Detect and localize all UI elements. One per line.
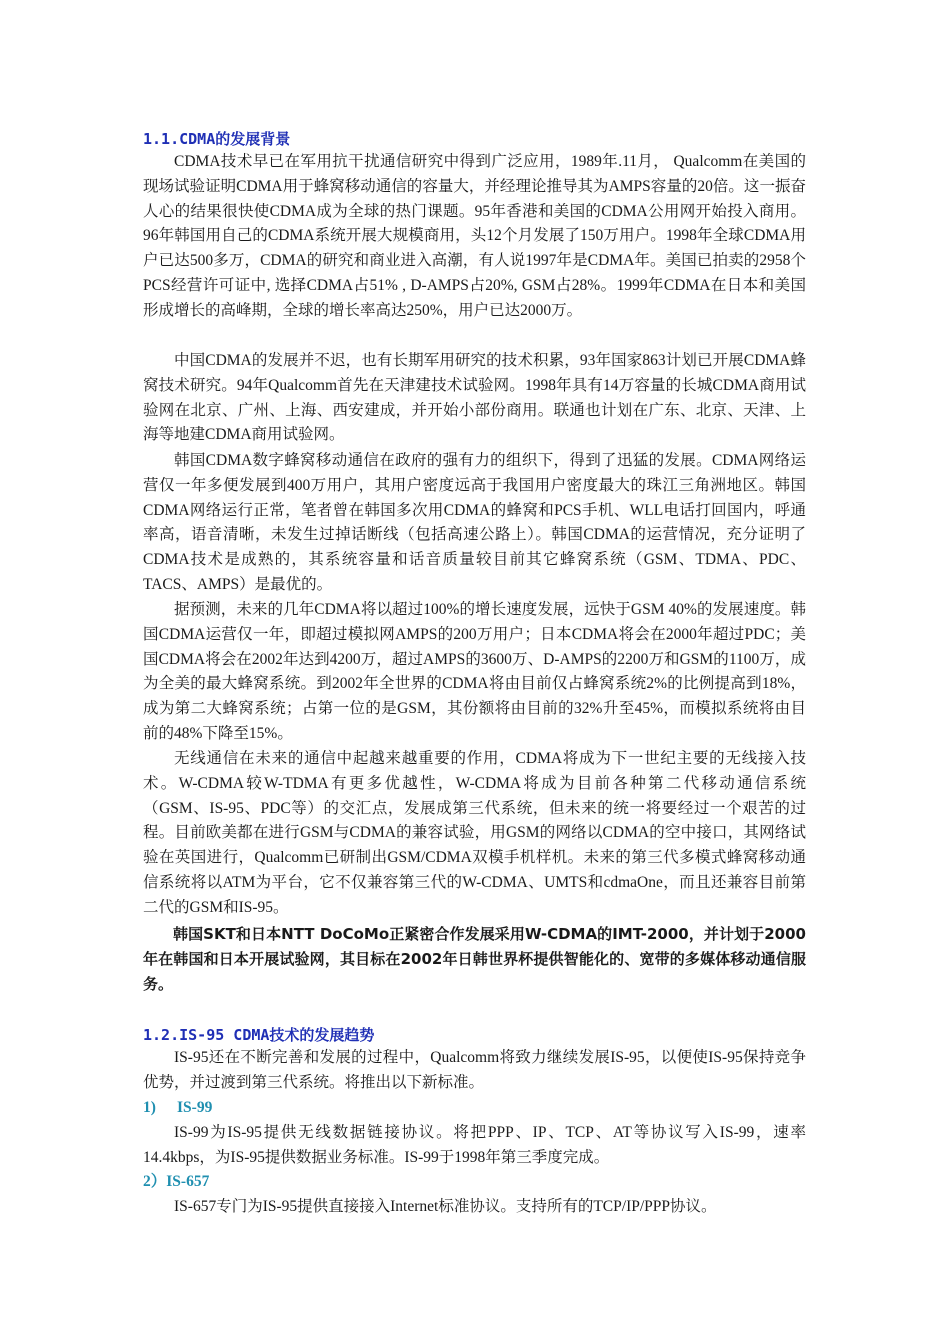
subsection-number: 1) bbox=[143, 1099, 156, 1116]
paragraph-wireless-future: 无线通信在未来的通信中起越来越重要的作用，CDMA将成为下一世纪主要的无线接入技术。W-CDMA较W-TDMA有更多优越性，W-CDMA将成为目前各种第二代移动通信系统（GSM、IS-95、PDC等）的交汇点，发展成第三代系统，但未来的统一将要经过一个艰苦的过程。目前欧美都在进行GSM与CDMA的兼容试验，用GSM的网络以CDMA的空中接口，其网络试验在英国进行，Qualcomm已研制出GSM/CDMA双模手机样机。未来的第三代多模式蜂窝移动通信系统将以ATM为平台，它不仅兼容第三代的W-CDMA、UMTS和cdmaOne，而且还兼容目前第二代的GSM和IS-95。 bbox=[143, 750, 806, 916]
paragraph-is95-intro: IS-95还在不断完善和发展的过程中，Qualcomm将致力继续发展IS-95，以便使IS-95保持竞争优势，并过渡到第三代系统。将推出以下新标准。 bbox=[143, 1049, 806, 1091]
subsection-title: IS-99 bbox=[177, 1099, 213, 1116]
paragraph-skt-docomo: 韩国SKT和日本NTT DoCoMo正紧密合作发展采用W-CDMA的IMT-2000，并计划于2000年在韩国和日本开展试验网，其目标在2002年日韩世界杯提供智能化的、宽带的多媒体移动通信服务。 bbox=[143, 925, 806, 993]
subsection-title: IS-657 bbox=[166, 1173, 210, 1190]
paragraph-china-cdma: 中国CDMA的发展并不迟，也有长期军用研究的技术积累，93年国家863计划已开展CDMA蜂窝技术研究。94年Qualcomm首先在天津建技术试验网。1998年具有14万容量的长城CDMA商用试验网在北京、广州、上海、西安建成，并开始小部份商用。联通也计划在广东、北京、天津、上海等地建CDMA商用试验网。 bbox=[143, 352, 806, 444]
paragraph-cdma-background: CDMA技术早已在军用抗干扰通信研究中得到广泛应用，1989年.11月， Qualcomm在美国的现场试验证明CDMA用于蜂窝移动通信的容量大，并经理论推导其为AMPS容量的20倍。这一振奋人心的结果很快使CDMA成为全球的热门课题。95年香港和美国的CDMA公用网开始投入商用。96年韩国用自己的CDMA系统开展大规模商用，头12个月发展了150万用户。1998年全球CDMA用户已达500多万，CDMA的研究和商业进入高潮，有人说1997年是CDMA年。美国已拍卖的2958个PCS经营许可证中, 选择CDMA占51% , D-AMPS占20%, GSM占28%。1999年CDMA在日本和美国形成增长的高峰期，全球的增长率高达250%，用户已达2000万。 bbox=[143, 153, 806, 319]
paragraph-is657: IS-657专门为IS-95提供直接接入Internet标准协议。支持所有的TCP/IP/PPP协议。 bbox=[174, 1198, 717, 1215]
paragraph-is99: IS-99为IS-95提供无线数据链接协议。将把PPP、IP、TCP、AT等协议写入IS-99，速率14.4kbps，为IS-95提供数据业务标准。IS-99于1998年第三季度完成。 bbox=[143, 1124, 806, 1166]
section-2-heading: 1.2.IS-95 CDMA技术的发展趋势 bbox=[143, 1026, 375, 1044]
paragraph-korea-cdma: 韩国CDMA数字蜂窝移动通信在政府的强有力的组织下，得到了迅猛的发展。CDMA网络运营仅一年多便发展到400万用户，其用户密度远高于我国用户密度最大的珠江三角洲地区。韩国CDMA网络运行正常，笔者曾在韩国多次用CDMA的蜂窝和PCS手机、WLL电话打回国内，呼通率高，语音清晰，未发生过掉话断线（包括高速公路上）。韩国CDMA的运营情况，充分证明了CDMA技术是成熟的，其系统容量和话音质量较目前其它蜂窝系统（GSM、TDMA、PDC、TACS、AMPS）是最优的。 bbox=[143, 452, 806, 593]
subsection-is657-title bbox=[143, 1171, 209, 1193]
section-1-heading: 1.1.CDMA的发展背景 bbox=[143, 130, 291, 148]
subsection-number: 2） bbox=[143, 1173, 167, 1190]
subsection-is99-title bbox=[143, 1097, 212, 1119]
paragraph-forecast: 据预测，未来的几年CDMA将以超过100%的增长速度发展，远快于GSM 40%的发展速度。韩国CDMA运营仅一年，即超过模拟网AMPS的200万用户；日本CDMA将会在2000年超过PDC；美国CDMA将会在2002年达到4200万，超过AMPS的3600万、D-AMPS的2200万和GSM的1100万，成为全美的最大蜂窝系统。到2002年全世界的CDMA将由目前仅占蜂窝系统2%的比例提高到18%，成为第二大蜂窝系统；占第一位的是GSM，其份额将由目前的32%升至45%，而模拟系统将由目前的48%下降至15%。 bbox=[143, 601, 806, 742]
